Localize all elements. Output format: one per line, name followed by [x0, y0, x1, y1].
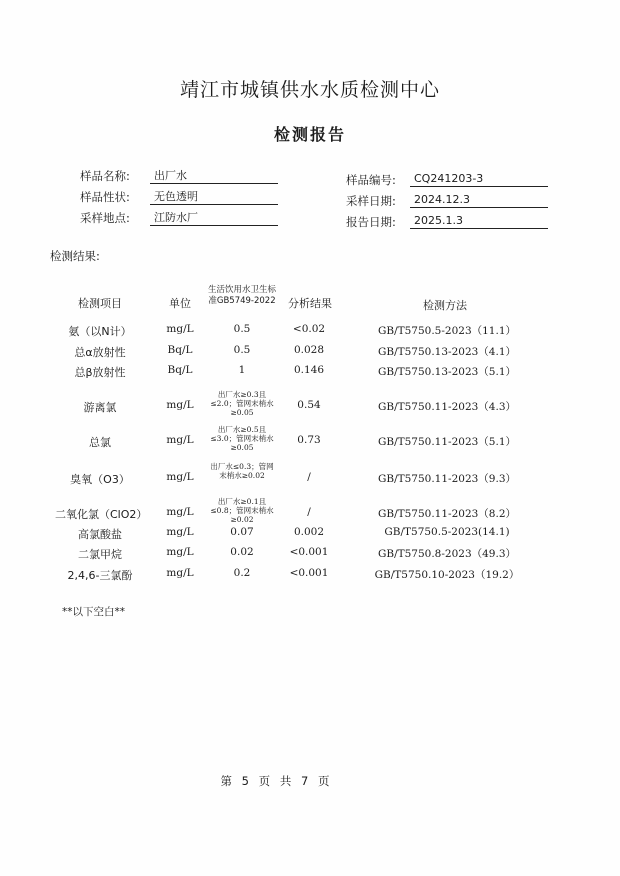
cell-unit: mg/L — [166, 567, 194, 579]
cell-method: GB/T5750.5-2023(14.1) — [384, 526, 510, 538]
cell-result: <0.02 — [292, 323, 326, 335]
cell-unit: Bq/L — [167, 364, 193, 376]
column-header-item: 检测项目 — [78, 297, 122, 310]
cell-unit: mg/L — [166, 399, 194, 411]
cell-limit: 1 — [238, 364, 246, 376]
cell-result: / — [307, 506, 311, 518]
table-row — [0, 343, 620, 359]
cell-item: 总氯 — [89, 436, 111, 449]
cell-item: 2,4,6-三氯酚 — [67, 569, 133, 582]
table-row — [0, 363, 620, 379]
cell-unit: mg/L — [166, 471, 194, 483]
sample-appearance-value: 无色透明 — [150, 188, 278, 205]
page-number: 第 5 页 共 7 页 — [220, 774, 330, 788]
cell-limit: 0.5 — [233, 344, 251, 356]
cell-result: 0.54 — [297, 399, 321, 411]
table-row — [0, 525, 620, 541]
cell-limit: 0.02 — [230, 546, 254, 558]
cell-item: 总α放射性 — [74, 346, 126, 359]
cell-unit: mg/L — [166, 526, 194, 538]
cell-unit: mg/L — [166, 506, 194, 518]
table-row — [0, 322, 620, 338]
cell-method: GB/T5750.11-2023（4.3） — [377, 401, 517, 413]
cell-method: GB/T5750.11-2023（9.3） — [377, 473, 517, 485]
cell-limit: 出厂水≥0.1且≤0.8；管网末梢水≥0.02 — [210, 497, 274, 524]
table-row — [0, 425, 620, 457]
table-row — [0, 566, 620, 582]
cell-method: GB/T5750.11-2023（8.2） — [377, 508, 517, 520]
sample-name-label: 样品名称: — [80, 169, 130, 183]
cell-method: GB/T5750.5-2023（11.1） — [377, 325, 517, 337]
sample-name-value: 出厂水 — [150, 167, 278, 184]
report-date-value: 2025.1.3 — [410, 212, 548, 229]
blank-below-note: **以下空白** — [62, 606, 125, 618]
cell-limit: 出厂水≥0.5且≤3.0；管网末梢水≥0.05 — [210, 425, 274, 452]
table-row — [0, 390, 620, 422]
cell-limit: 出厂水≤0.3；管网末梢水≥0.02 — [210, 462, 274, 480]
cell-unit: mg/L — [166, 434, 194, 446]
table-row — [0, 462, 620, 494]
cell-item: 二氧化氯（ClO2） — [55, 508, 148, 521]
sampling-site-label: 采样地点: — [80, 211, 130, 225]
cell-limit: 0.07 — [230, 526, 254, 538]
column-header-unit: 单位 — [169, 297, 191, 310]
sample-id-value: CQ241203-3 — [410, 170, 548, 187]
cell-limit: 0.5 — [233, 323, 251, 335]
organization-title: 靖江市城镇供水水质检测中心 — [179, 79, 440, 101]
report-title: 检测报告 — [273, 125, 346, 144]
cell-method: GB/T5750.13-2023（4.1） — [377, 346, 517, 358]
sample-id-label: 样品编号: — [346, 173, 396, 187]
cell-method: GB/T5750.13-2023（5.1） — [377, 366, 517, 378]
cell-result: 0.002 — [293, 526, 325, 538]
sampling-date-value: 2024.12.3 — [410, 191, 548, 208]
cell-unit: mg/L — [166, 323, 194, 335]
table-row — [0, 545, 620, 561]
cell-limit: 出厂水≥0.3且≤2.0；管网末梢水≥0.05 — [210, 390, 274, 417]
cell-result: 0.146 — [293, 364, 325, 376]
cell-result: / — [307, 471, 311, 483]
cell-item: 游离氯 — [83, 401, 117, 414]
cell-method: GB/T5750.11-2023（5.1） — [377, 436, 517, 448]
cell-result: 0.028 — [293, 344, 325, 356]
column-header-standard: 生活饮用水卫生标准GB5749-2022 — [208, 285, 277, 306]
column-header-method: 检测方法 — [423, 299, 467, 312]
sampling-site-value: 江防水厂 — [150, 209, 278, 226]
results-heading: 检测结果: — [50, 249, 100, 263]
cell-item: 高氯酸盐 — [78, 528, 122, 541]
report-date-label: 报告日期: — [346, 215, 396, 229]
cell-result: <0.001 — [289, 567, 329, 579]
column-header-result: 分析结果 — [288, 297, 332, 310]
cell-result: 0.73 — [297, 434, 321, 446]
cell-unit: mg/L — [166, 546, 194, 558]
sampling-date-label: 采样日期: — [346, 194, 396, 208]
cell-unit: Bq/L — [167, 344, 193, 356]
cell-item: 臭氧（O3） — [70, 473, 130, 486]
cell-item: 氨（以N计） — [68, 325, 132, 338]
cell-method: GB/T5750.8-2023（49.3） — [377, 548, 517, 560]
cell-item: 二氯甲烷 — [78, 548, 122, 561]
cell-limit: 0.2 — [233, 567, 251, 579]
sample-appearance-label: 样品性状: — [80, 190, 130, 204]
cell-item: 总β放射性 — [74, 366, 126, 379]
cell-result: <0.001 — [289, 546, 329, 558]
cell-method: GB/T5750.10-2023（19.2） — [374, 569, 520, 581]
